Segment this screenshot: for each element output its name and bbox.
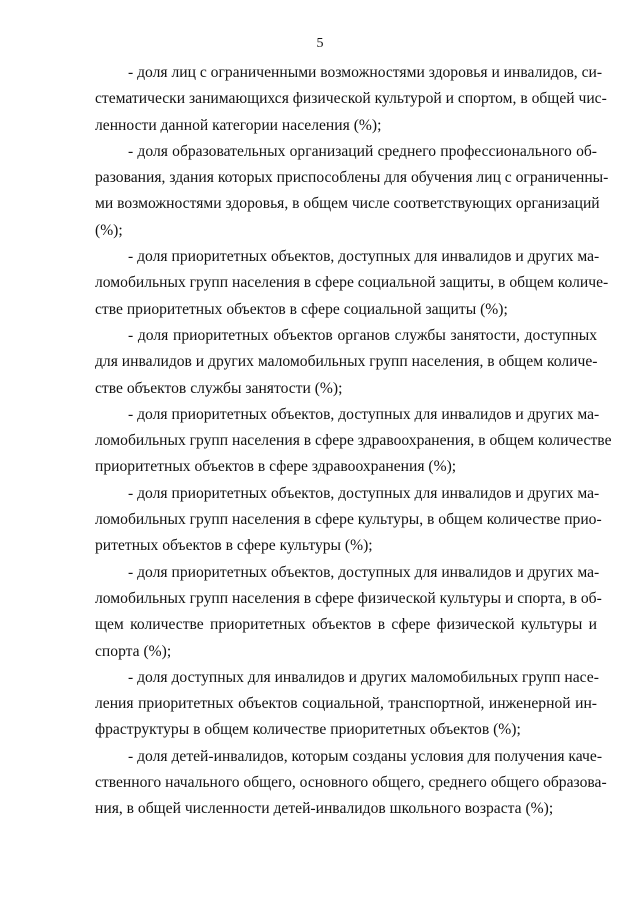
list-item	[95, 402, 612, 481]
text-line: ственного начального общего, основного общего, среднего общего образова-	[95, 774, 607, 792]
list-item	[95, 323, 597, 402]
text-line: разования, здания которых приспособлены для обучения лиц с ограниченны-	[95, 169, 609, 187]
list-item	[95, 744, 607, 823]
text-line: - доля лиц с ограниченными возможностями здоровья и инвалидов, си-	[128, 64, 603, 81]
text-line: - доля приоритетных объектов, доступных для инвалидов и других ма-	[128, 484, 600, 502]
text-line: ления приоритетных объектов социальной, транспортной, инженерной ин-	[95, 695, 597, 713]
list-item	[95, 665, 597, 744]
text-line: фраструктуры в общем количестве приоритетных объектов (%);	[95, 721, 521, 739]
text-line: ния, в общей численности детей-инвалидов школьного возраста (%);	[95, 800, 554, 818]
text-line: ломобильных групп населения в сфере социальной защиты, в общем количе-	[95, 274, 609, 292]
text-line: для инвалидов и других маломобильных групп населения, в общем количе-	[95, 353, 598, 371]
text-line: приоритетных объектов в сфере здравоохранения (%);	[95, 458, 457, 476]
text-line: ломобильных групп населения в сфере физической культуры и спорта, в об-	[95, 589, 602, 607]
text-line: - доля доступных для инвалидов и других маломобильных групп насе-	[128, 668, 599, 686]
text-line: - доля образовательных организаций среднего профессионального об-	[128, 142, 597, 160]
list-item	[95, 60, 607, 139]
text-line: - доля приоритетных объектов, доступных для инвалидов и других ма-	[128, 563, 600, 581]
document-body	[95, 60, 612, 823]
list-item	[95, 244, 609, 323]
text-line: щем количестве приоритетных объектов в сфере физической культуры и	[95, 616, 597, 634]
text-line: (%);	[95, 221, 123, 239]
text-line: стве приоритетных объектов в сфере социальной защиты (%);	[95, 300, 508, 318]
text-line: ритетных объектов в сфере культуры (%);	[95, 537, 373, 555]
list-item	[95, 139, 609, 244]
page-number: 5	[316, 36, 324, 51]
text-line: - доля приоритетных объектов, доступных для инвалидов и других ма-	[128, 405, 600, 423]
text-line: стематически занимающихся физической культурой и спортом, в общей чис-	[95, 90, 607, 108]
text-line: - доля приоритетных объектов, доступных для инвалидов и других ма-	[128, 248, 600, 266]
list-item	[95, 481, 602, 560]
text-line: стве объектов службы занятости (%);	[95, 379, 343, 397]
text-line: спорта (%);	[95, 642, 172, 660]
text-line: ломобильных групп населения в сфере здравоохранения, в общем количестве	[95, 432, 612, 450]
text-line: - доля детей-инвалидов, которым созданы условия для получения каче-	[128, 747, 603, 765]
text-line: - доля приоритетных объектов органов службы занятости, доступных	[128, 326, 597, 344]
text-line: ми возможностями здоровья, в общем числе соответствующих организаций	[95, 195, 600, 213]
text-line: ленности данной категории населения (%);	[95, 116, 382, 134]
list-item	[95, 560, 602, 665]
text-line: ломобильных групп населения в сфере культуры, в общем количестве прио-	[95, 511, 602, 529]
